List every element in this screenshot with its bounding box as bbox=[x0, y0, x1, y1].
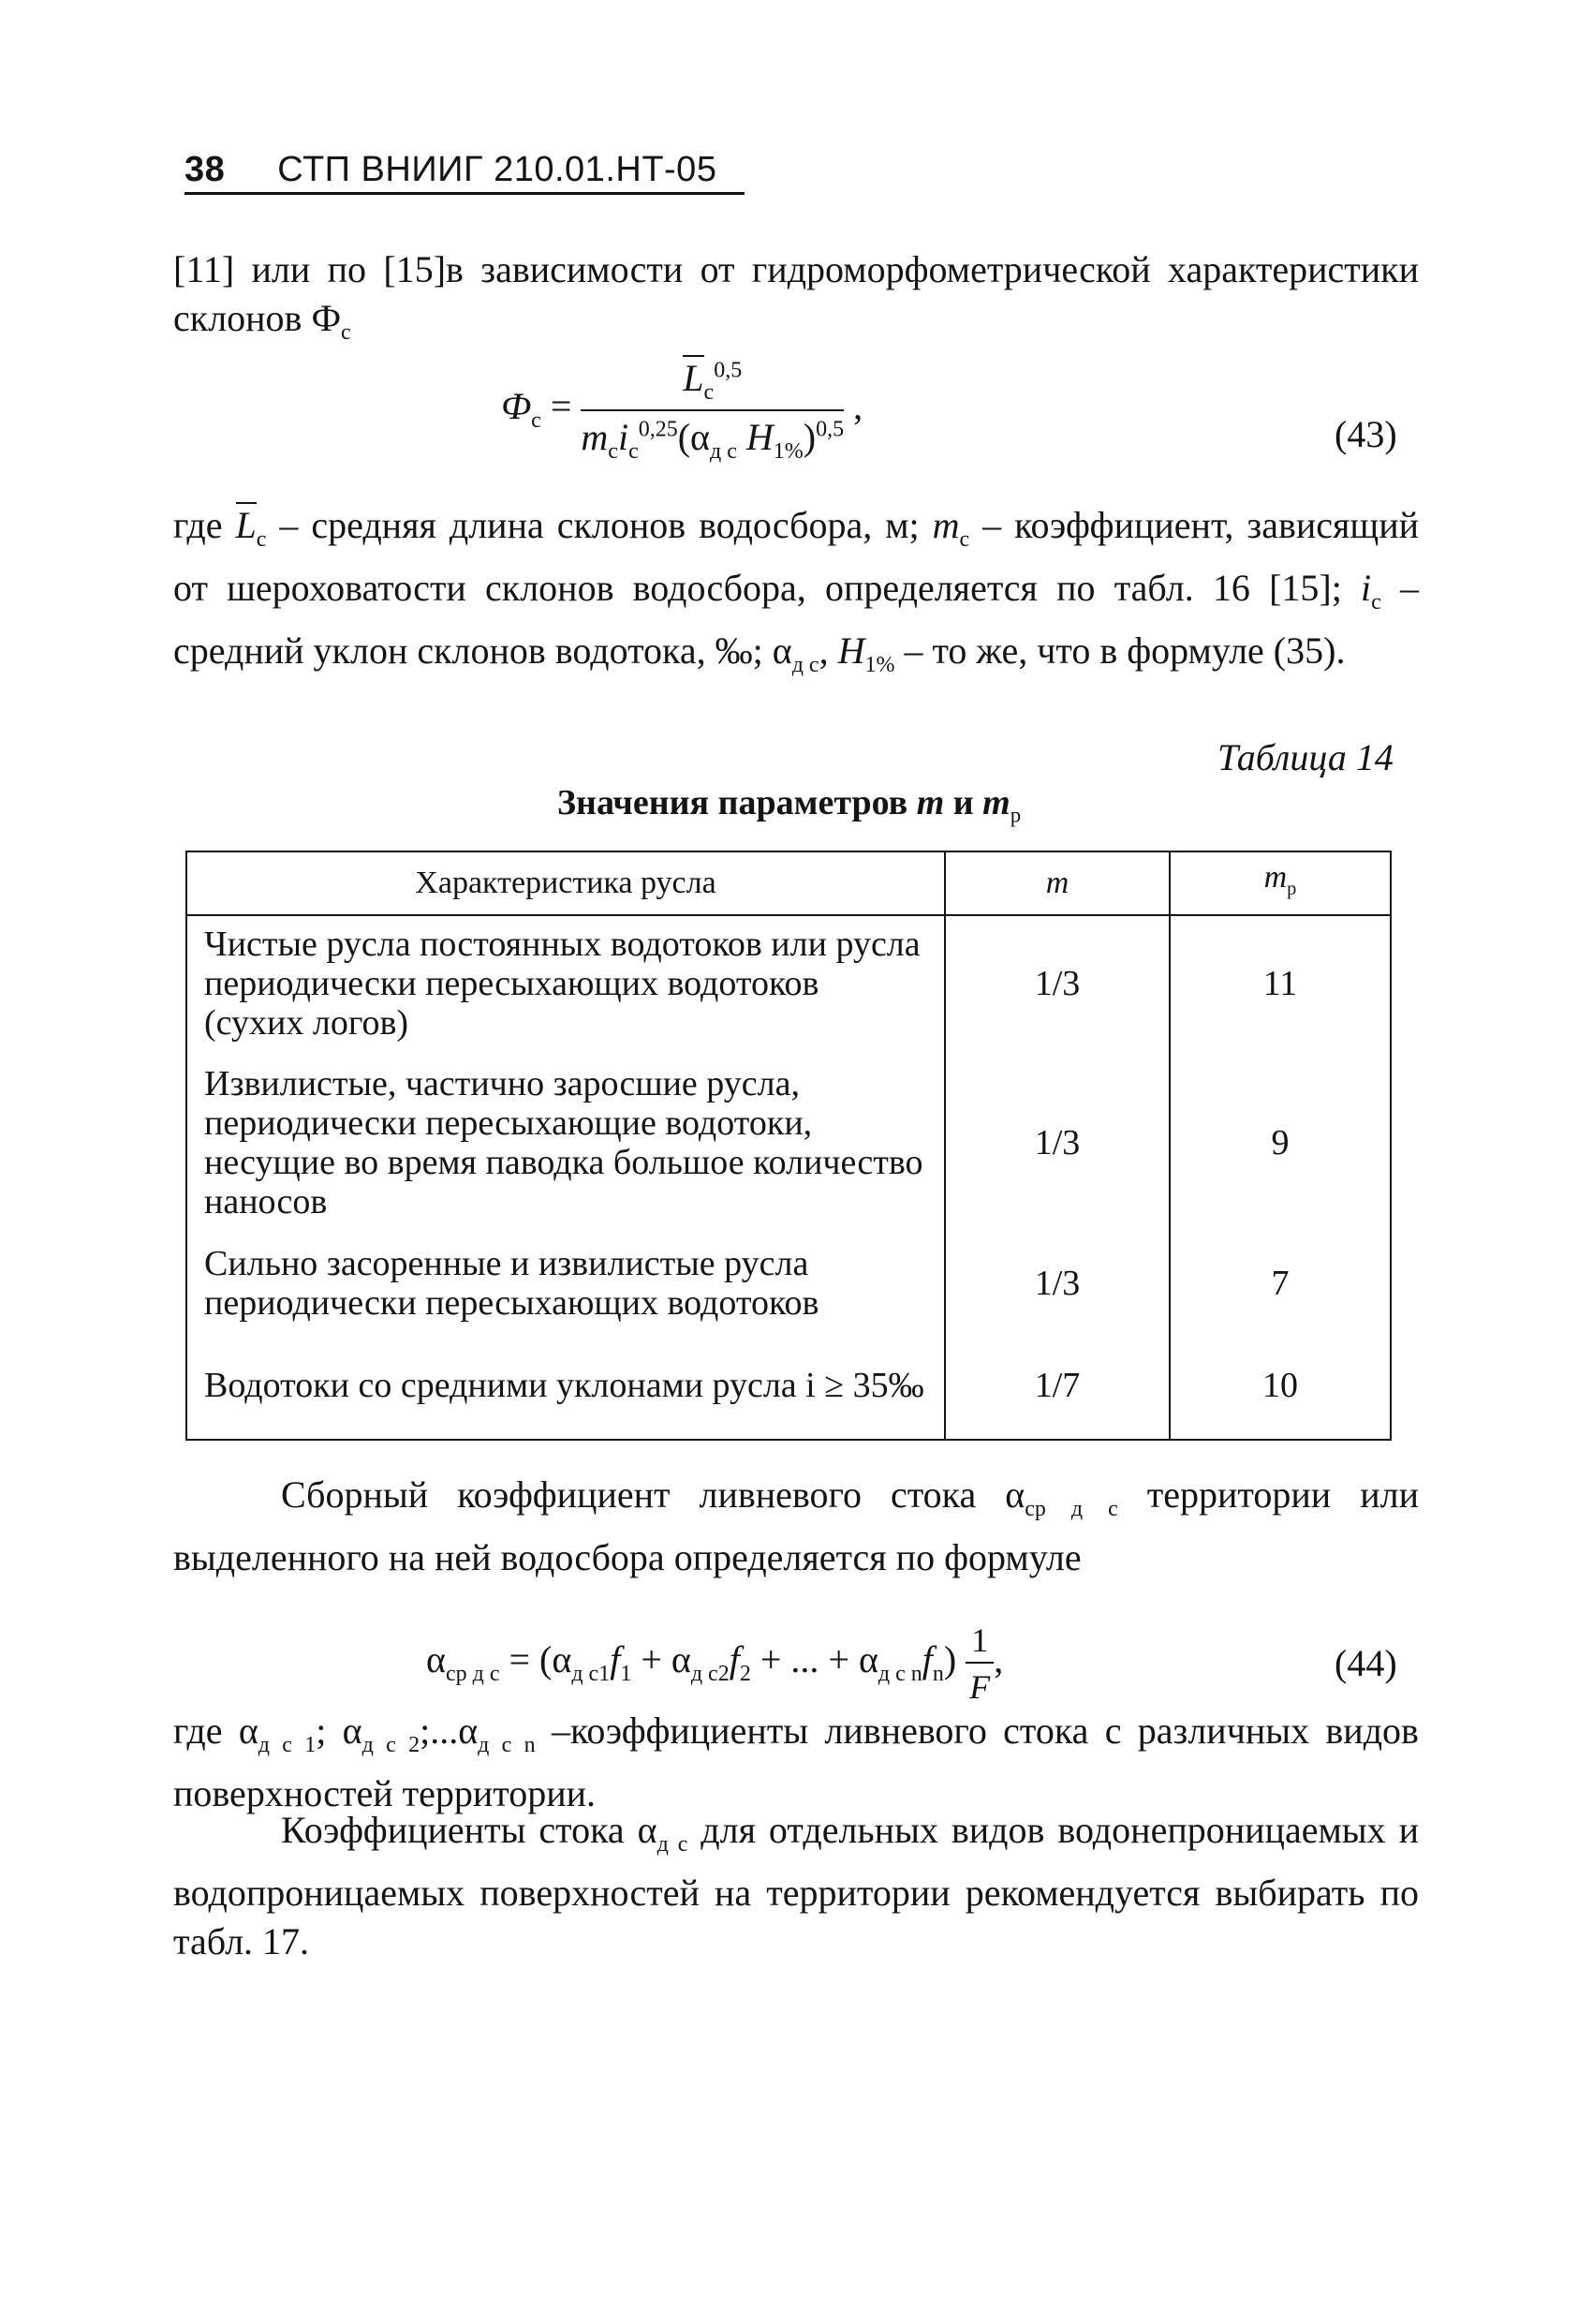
row-mp-value: 10 bbox=[1170, 1337, 1391, 1440]
row-m-value: 1/7 bbox=[945, 1337, 1170, 1440]
formula-43-fraction: $\frac{L_с^{0,5}}{m_сi_с^{0,25}(\alpha_{д с} H_{1\%})^{0,5}}$ bbox=[581, 357, 845, 464]
table-row bbox=[186, 1234, 1391, 1337]
table-row bbox=[186, 1056, 1391, 1234]
row-mp-value: 7 bbox=[1170, 1234, 1391, 1337]
equation-number-43: (43) bbox=[1335, 413, 1397, 455]
coefficients-definition-paragraph: где $\alpha_{д с 1}$; $\alpha_{д с 2};...\alpha_{д с n}$ –коэффициенты ливневого стока с различных видов поверхностей территории. bbox=[173, 1710, 1419, 1814]
table-label: Таблица 14 bbox=[1217, 736, 1394, 778]
collective-coefficient-paragraph: Сборный коэффициент ливневого стока $\alpha_{ср д с}$ территории или выделенного на ней водосбора определяется по формуле bbox=[173, 1473, 1419, 1578]
parameters-table bbox=[185, 851, 1392, 1441]
formula-44-fraction: $\frac{1}{F}$ bbox=[966, 1621, 994, 1707]
runoff-coefficients-paragraph: Коэффициенты стока $\alpha_{д с}$ для отдельных видов водонепроницаемых и водопроницаемых поверхностей на территории рекомендуется выбирать по табл. 17. bbox=[173, 1809, 1419, 1962]
table-row bbox=[186, 915, 1391, 1056]
document-code: СТП ВНИИГ 210.01.НТ-05 bbox=[277, 150, 717, 189]
table-row bbox=[186, 1337, 1391, 1440]
intro-paragraph: [11] или по [15]в зависимости от гидроморфометрической характеристики склонов $Ф_с$ bbox=[173, 248, 1419, 345]
row-description: Чистые русла постоянных водотоков или русла периодически пересыхающих водотоков (сухих логов) bbox=[186, 915, 945, 1056]
table-header-row bbox=[186, 851, 1391, 915]
row-mp-value: 11 bbox=[1170, 915, 1391, 1056]
row-m-value: 1/3 bbox=[945, 1056, 1170, 1234]
formula-44: $\alpha_{ср д с} = (\alpha_{д с1}f_1 + \alpha_{д с2}f_2$ + ... + $\alpha_{д с n}f_n$) $\frac{1}{F}$ , bbox=[426, 1621, 1004, 1706]
header-m: m bbox=[945, 851, 1170, 915]
formula-43: $Ф_с$ = $\frac{L_с^{0,5}}{m_сi_с^{0,25}(\alpha_{д с} H_{1\%})^{0,5}}$ , bbox=[501, 357, 863, 464]
row-description: Извилистые, частично заросшие русла, периодически пересыхающие водотоки, несущие во время паводка большое количество наносов bbox=[186, 1056, 945, 1234]
definitions-paragraph: где $L_с$ – средняя длина склонов водосбора, м; $m_с$ – коэффициент, зависящий от шероховатости склонов водосбора, определяется по табл. 16 [15]; $i_с$ – средний уклон склонов водотока, ‰; $\alpha_{д с}$, $H_{1\%}$ – то же, что в формуле (35). bbox=[173, 504, 1420, 677]
row-m-value: 1/3 bbox=[945, 915, 1170, 1056]
page-header bbox=[184, 150, 745, 195]
row-mp-value: 9 bbox=[1170, 1056, 1391, 1234]
header-channel-characteristic: Характеристика русла bbox=[186, 851, 945, 915]
header-mp: $m_р$ bbox=[1170, 851, 1391, 915]
row-description: Водотоки со средними уклонами русла i ≥ 35‰ bbox=[186, 1337, 945, 1440]
equation-number-44: (44) bbox=[1335, 1642, 1397, 1684]
row-description: Сильно засоренные и извилистые русла периодически пересыхающих водотоков bbox=[186, 1234, 945, 1337]
page-number: 38 bbox=[184, 150, 226, 189]
row-m-value: 1/3 bbox=[945, 1234, 1170, 1337]
table-caption: Значения параметров m и $m_р$ bbox=[557, 783, 1022, 827]
